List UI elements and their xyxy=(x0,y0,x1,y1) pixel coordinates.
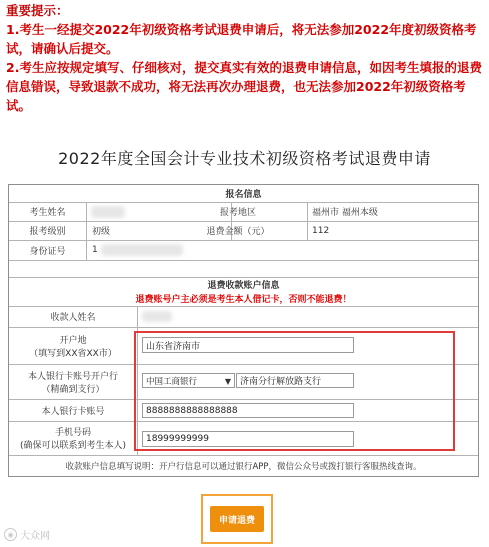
phone-hint: (确保可以联系到考生本人) xyxy=(19,441,127,451)
page-title: 2022年度全国会计专业技术初级资格考试退费申请 xyxy=(58,149,431,168)
bank-label-group xyxy=(9,364,137,399)
amount-value: 112 xyxy=(312,225,330,236)
watermark-text: 大众网 xyxy=(20,531,50,542)
location-hint: （填写到XX省XX市） xyxy=(29,348,117,359)
level-label: 报考级别 xyxy=(29,227,66,237)
location-label-group xyxy=(9,327,137,364)
phone-label: 手机号码 xyxy=(54,428,91,438)
account-section-title: 退费收款账户信息 xyxy=(207,281,280,291)
account-note: 收款账户信息填写说明：开户行信息可以通过银行APP，微信公众号或拨打银行客服热线查询。 xyxy=(65,462,422,472)
chevron-down-icon: ▼ xyxy=(224,377,231,386)
phone-input[interactable]: 18999999999 xyxy=(142,431,354,447)
id-value: 1 xyxy=(92,245,98,255)
card-label: 本人银行卡账号 xyxy=(41,406,105,417)
account-warning: 退费账号户主必须是考生本人借记卡，否则不能退费！ xyxy=(135,294,352,305)
watermark-logo-icon: ◉ xyxy=(4,528,17,541)
notice-item-2: 2.考生应按规定填写、仔细核对，提交真实有效的退费申请信息，如因考生填报的退费信息错误，导致退款不成功，将无法再次办理退费，也无法参加2022年初级资格考试。 xyxy=(6,60,482,113)
holder-redacted xyxy=(142,311,172,322)
card-input[interactable]: 8888888888888888 xyxy=(142,403,354,418)
area-label: 报考地区 xyxy=(219,208,256,218)
branch-input[interactable]: 济南分行解放路支行 xyxy=(236,373,354,388)
notice-heading: 重要提示： xyxy=(6,3,69,18)
input-highlight-box xyxy=(134,331,455,451)
area-value: 福州市 福州本级 xyxy=(312,208,378,218)
notice-panel xyxy=(6,2,484,115)
phone-label-group xyxy=(9,421,137,455)
location-input[interactable]: 山东省济南市 xyxy=(142,337,354,353)
name-redacted xyxy=(91,206,125,218)
bank-select-value: 中国工商银行 xyxy=(146,376,198,387)
amount-label: 退费金额（元） xyxy=(206,227,270,237)
location-label: 开户地 xyxy=(59,335,87,346)
watermark xyxy=(4,527,50,542)
submit-button[interactable]: 申请退费 xyxy=(210,506,264,532)
bank-label: 本人银行卡账号开户行 xyxy=(27,371,118,382)
id-label: 身份证号 xyxy=(29,246,66,257)
name-label: 考生姓名 xyxy=(29,208,66,218)
notice-item-1: 1.考生一经提交2022年初级资格考试退费申请后，将无法参加2022年度初级资格考试，请确认后提交。 xyxy=(6,22,477,56)
bank-hint: （精确到支行） xyxy=(41,384,105,395)
holder-label: 收款人姓名 xyxy=(50,313,96,323)
registration-section-title: 报名信息 xyxy=(225,190,262,200)
level-value: 初级 xyxy=(92,227,111,237)
id-redacted xyxy=(101,244,183,256)
submit-highlight-box xyxy=(201,494,273,544)
